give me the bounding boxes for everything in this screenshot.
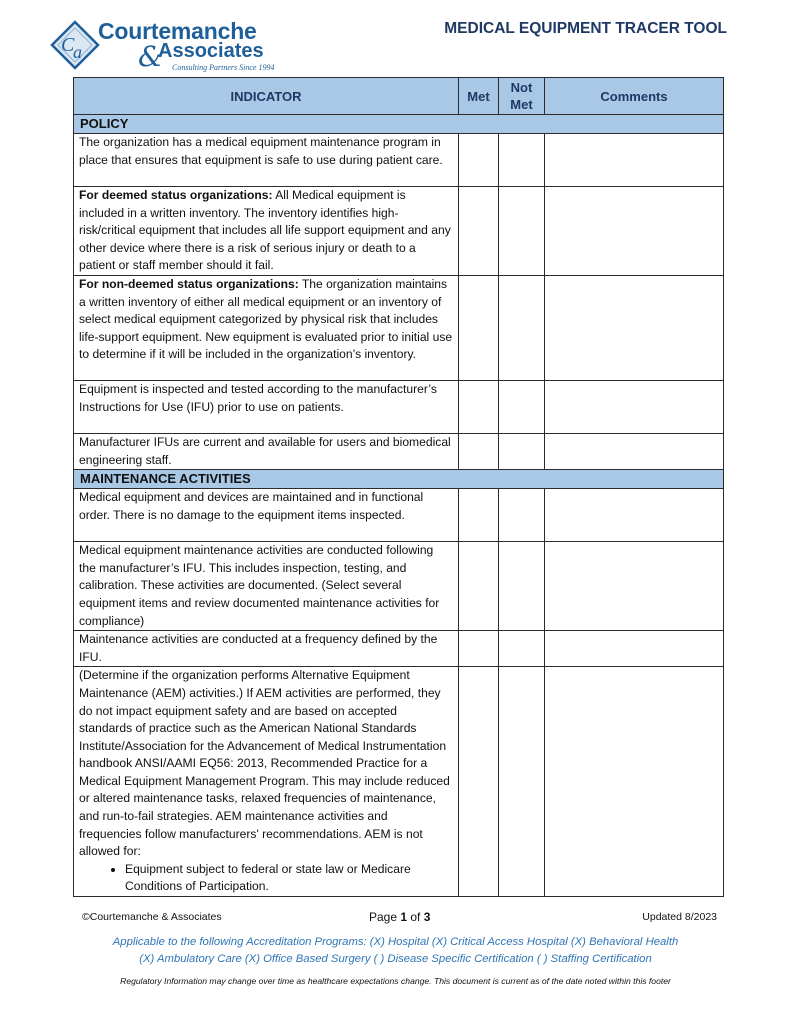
indicator-text: Medical equipment and devices are maintained and in functional order. There is no damage to the equipment items inspected. bbox=[79, 490, 424, 522]
not-met-checkbox-cell[interactable] bbox=[499, 380, 545, 433]
met-checkbox-cell[interactable] bbox=[459, 631, 499, 667]
indicator-cell bbox=[74, 380, 459, 433]
table-row bbox=[74, 187, 724, 276]
table-header-row bbox=[74, 78, 724, 115]
met-checkbox-cell[interactable] bbox=[459, 380, 499, 433]
not-met-column-header: Not Met bbox=[499, 78, 545, 115]
met-checkbox-cell[interactable] bbox=[459, 433, 499, 469]
section-title: POLICY bbox=[74, 115, 724, 134]
table-row bbox=[74, 542, 724, 631]
company-name-line2: Associates bbox=[158, 40, 264, 62]
company-name-ampersand: & bbox=[138, 40, 163, 73]
indicator-cell bbox=[74, 542, 459, 631]
comments-cell[interactable] bbox=[545, 433, 724, 469]
not-met-checkbox-cell[interactable] bbox=[499, 433, 545, 469]
met-checkbox-cell[interactable] bbox=[459, 187, 499, 276]
indicator-text: The organization has a medical equipment maintenance program in place that ensures that equipment is safe to use during patient care. bbox=[79, 135, 443, 167]
page-prefix: Page bbox=[369, 910, 401, 924]
indicator-cell bbox=[74, 187, 459, 276]
footer-page-number bbox=[369, 910, 430, 924]
indicator-text: The organization maintains a written inventory of either all medical equipment or an inventory of select medical equipment categorized by physical risk that includes life-support equipment. New equipment is evaluated prior to initial use to determine if it will be included in the organization’s inventory. bbox=[79, 276, 453, 362]
page-mid: of bbox=[407, 910, 424, 924]
footer-updated-date: Updated 8/2023 bbox=[642, 911, 717, 923]
comments-cell[interactable] bbox=[545, 667, 724, 897]
page-current: 1 bbox=[400, 910, 408, 924]
table-row bbox=[74, 631, 724, 667]
indicator-text: Maintenance activities are conducted at a frequency defined by the IFU. bbox=[79, 632, 438, 664]
footer-programs-line1: Applicable to the following Accreditation Programs: (X) Hospital (X) Critical Access Hospital (X) Behavioral Health bbox=[112, 936, 679, 948]
indicator-cell bbox=[74, 489, 459, 542]
footer-regulatory-note: Regulatory Information may change over time as healthcare expectations change. This document is current as of the date noted within this footer bbox=[120, 976, 671, 986]
table-row bbox=[74, 667, 724, 897]
indicator-cell bbox=[74, 433, 459, 469]
indicator-text: Equipment is inspected and tested according to the manufacturer’s Instructions for Use (IFU) prior to use on patients. bbox=[79, 381, 437, 414]
table-row bbox=[74, 433, 724, 469]
not-met-checkbox-cell[interactable] bbox=[499, 134, 545, 187]
section-row bbox=[74, 470, 724, 489]
table-row bbox=[74, 380, 724, 433]
comments-column-header: Comments bbox=[545, 78, 724, 115]
indicator-cell bbox=[74, 134, 459, 187]
indicator-text: (Determine if the organization performs Alternative Equipment Maintenance (AEM) activities.) If AEM activities are performed, they do not impact equipment safety and are based on accepted standards of practice such as the American National Standards Institute/Association for the Advancement of Medical Instrumentation handbook ANSI/AAMI EQ56: 2013, Recommended Practice for a Medical Equipment Management Program. This may include reduced or altered maintenance tasks, relaxed frequencies of maintenance, and run-to-fail strategies. AEM maintenance activities and frequencies follow manufacturers' recommendations. AEM is not allowed for: bbox=[79, 668, 450, 859]
company-name-line1: Courtemanche bbox=[98, 18, 257, 44]
met-checkbox-cell[interactable] bbox=[459, 275, 499, 380]
section-title: MAINTENANCE ACTIVITIES bbox=[74, 470, 724, 489]
section-row bbox=[74, 115, 724, 134]
comments-cell[interactable] bbox=[545, 134, 724, 187]
comments-cell[interactable] bbox=[545, 380, 724, 433]
not-met-checkbox-cell[interactable] bbox=[499, 542, 545, 631]
met-column-header: Met bbox=[459, 78, 499, 115]
indicator-cell bbox=[74, 631, 459, 667]
document-title: MEDICAL EQUIPMENT TRACER TOOL bbox=[444, 20, 727, 37]
met-checkbox-cell[interactable] bbox=[459, 489, 499, 542]
indicator-text: Manufacturer IFUs are current and available for users and biomedical engineering staff. bbox=[79, 434, 451, 467]
comments-cell[interactable] bbox=[545, 187, 724, 276]
indicator-cell bbox=[74, 667, 459, 897]
not-met-checkbox-cell[interactable] bbox=[499, 187, 545, 276]
table-row bbox=[74, 134, 724, 187]
table-row bbox=[74, 275, 724, 380]
indicator-column-header: INDICATOR bbox=[74, 78, 459, 115]
met-checkbox-cell[interactable] bbox=[459, 134, 499, 187]
footer-copyright: ©Courtemanche & Associates bbox=[82, 911, 222, 923]
svg-text:C: C bbox=[61, 34, 75, 56]
table-body bbox=[74, 115, 724, 897]
table-row bbox=[74, 489, 724, 542]
indicator-lead-text: For deemed status organizations: bbox=[79, 188, 273, 202]
company-logo bbox=[50, 16, 280, 74]
not-met-checkbox-cell[interactable] bbox=[499, 667, 545, 897]
comments-cell[interactable] bbox=[545, 542, 724, 631]
indicator-lead-text: For non-deemed status organizations: bbox=[79, 276, 299, 291]
page-total: 3 bbox=[423, 910, 431, 924]
not-met-checkbox-cell[interactable] bbox=[499, 275, 545, 380]
indicator-cell bbox=[74, 275, 459, 380]
svg-text:a: a bbox=[73, 42, 82, 62]
met-checkbox-cell[interactable] bbox=[459, 542, 499, 631]
indicator-text: All Medical equipment is included in a written inventory. The inventory identifies high-risk/critical equipment that includes all life support equipment and any other device where there is a risk of serious injury or death to a patient or staff member should it fail. bbox=[79, 188, 451, 273]
tracer-table bbox=[73, 77, 724, 897]
indicator-bullet-list bbox=[79, 861, 453, 896]
indicator-bullet-item: • Equipment subject to federal or state law or Medicare Conditions of Participation. bbox=[125, 861, 453, 896]
company-tagline: Consulting Partners Since 1994 bbox=[172, 63, 275, 72]
met-checkbox-cell[interactable] bbox=[459, 667, 499, 897]
footer-programs-line2: (X) Ambulatory Care (X) Office Based Surgery ( ) Disease Specific Certification ( ) Staffing Certification bbox=[139, 953, 652, 965]
comments-cell[interactable] bbox=[545, 275, 724, 380]
not-met-checkbox-cell[interactable] bbox=[499, 631, 545, 667]
indicator-text: Medical equipment maintenance activities are conducted following the manufacturer’s IFU. This includes inspection, testing, and calibration. These activities are documented. (Select several equipment items and review documented maintenance activities for compliance) bbox=[79, 543, 440, 628]
not-met-checkbox-cell[interactable] bbox=[499, 489, 545, 542]
comments-cell[interactable] bbox=[545, 631, 724, 667]
ca-monogram-diamond-icon bbox=[50, 20, 100, 70]
comments-cell[interactable] bbox=[545, 489, 724, 542]
